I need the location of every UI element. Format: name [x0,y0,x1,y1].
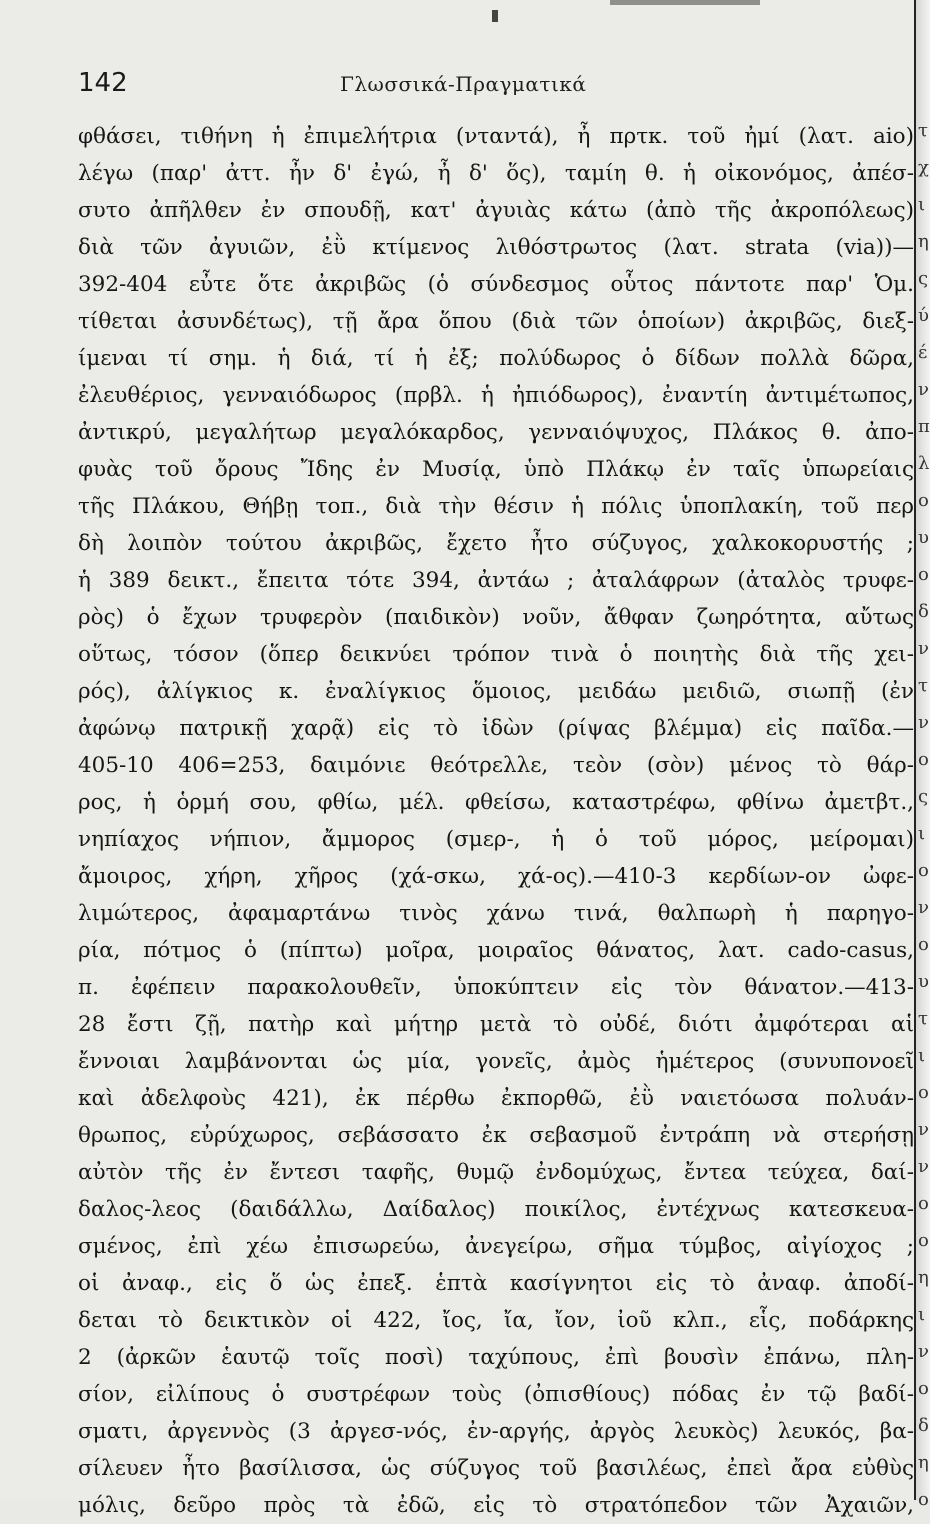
text-line: δαλος-λεος (δαιδάλλω, Δαίδαλος) ποικίλος, ἐντέχνως κατεσκευα- [78,1197,914,1222]
text-line: ἔννοιαι λαμβάνονται ὡς μία, γονεῖς, ἀμὸς ἡμέτερος (συνυπονοεῖ [78,1049,914,1074]
text-line: ἄμοιρος, χήρη, χῆρος (χά-σκω, χά-ος).—410-3 κερδίων-ον ὠφε- [78,864,914,889]
text-line: συτο ἀπῆλθεν ἐν σπουδῇ, κατ' ἀγυιὰς κάτω (ἀπὸ τῆς ἀκροπόλεως) [78,198,914,223]
facing-page-letter: ο [918,1193,929,1214]
facing-page-letter: ο [918,860,929,881]
text-line: φυὰς τοῦ ὄρους Ἴδης ἐν Μυσίᾳ, ὑπὸ Πλάκῳ ἐν ταῖς ὑπωρείαις [78,457,914,482]
text-line: οἱ ἀναφ., εἰς ὅ ὡς ἐπεξ. ἑπτὰ κασίγνητοι εἰς τὸ ἀναφ. ἀποδί- [78,1271,914,1296]
text-line: 28 ἔστι ζῇ, πατὴρ καὶ μήτηρ μετὰ τὸ οὐδέ, διότι ἀμφότεραι αἱ [78,1012,914,1037]
text-line: οὕτως, τόσον (ὅπερ δεικνύει τρόπον τινὰ ὁ ποιητὴς διὰ τῆς χει- [78,642,914,667]
facing-page-letter: ύ [918,305,929,326]
text-line: διὰ τῶν ἀγυιῶν, ἐῢ κτίμενος λιθόστρωτος (λατ. strata (via))— [78,235,914,260]
facing-page-letter: δ [918,1415,929,1436]
commentary-text [78,118,914,1524]
facing-page-letter: τ [918,1008,928,1029]
text-line: δὴ λοιπὸν τούτου ἀκριβῶς, ἔχετο ἦτο σύζυγος, χαλκοκορυστής ; [78,531,914,556]
facing-page-letter: ο [918,749,929,770]
text-line: π. ἐφέπειν παρακολουθεῖν, ὑποκύπτειν εἰς τὸν θάνατον.—413- [78,975,914,1000]
text-line: ἡ 389 δεικτ., ἔπειτα τότε 394, ἀντάω ; ἀταλάφρων (ἀταλὸς τρυφε- [78,568,914,593]
text-line: ἀντικρύ, μεγαλήτωρ μεγαλόκαρδος, γενναιόψυχος, Πλάκος θ. ἀπο- [78,420,914,445]
page-header-title: Γλωσσικά-Πραγματικά [340,72,587,96]
facing-page-letter: ν [918,712,929,733]
facing-page-letter: τ [918,120,928,141]
text-line: λιμώτερος, ἀφαμαρτάνω τινὸς χάνω τινά, θαλπωρὴ ἡ παρηγο- [78,901,914,926]
facing-page-letter: ν [918,1119,929,1140]
facing-page-edge [914,0,930,1510]
text-line: νηπίαχος νήπιον, ἄμμορος (σμερ-, ἡ ὁ τοῦ μόρος, μείρομαι) [78,827,914,852]
facing-page-letter: η [918,1452,929,1473]
facing-page-letter: ο [918,564,929,585]
facing-page-letter: ς [918,786,929,807]
facing-page-letter: ο [918,490,929,511]
text-line: τῆς Πλάκου, Θήβῃ τοπ., διὰ τὴν θέσιν ἡ πόλις ὑποπλακίη, τοῦ περ [78,494,914,519]
page-number: 142 [78,68,128,98]
facing-page-letter: ν [918,638,929,659]
facing-page-letter: ς [918,268,929,289]
text-line: ἐλευθέριος, γενναιόδωρος (πρβλ. ἡ ἠπιόδωρος), ἐναντίη ἀντιμέτωπος, [78,383,914,408]
text-line: ἀφώνῳ πατρικῇ χαρᾷ) εἰς τὸ ἰδὼν (ρίψας βλέμμα) εἰς παῖδα.— [78,716,914,741]
facing-page-letter: έ [918,342,928,363]
text-line: σματι, ἀργεννὸς (3 ἀργεσ-νός, ἐν-αργής, ἀργὸς λευκὸς) λευκός, βα- [78,1419,914,1444]
facing-page-letter: ν [918,1341,929,1362]
text-line: σίον, εἰλίπους ὁ συστρέφων τοὺς (ὀπισθίους) πόδας ἐν τῷ βαδί- [78,1382,914,1407]
text-line: λέγω (παρ' ἀττ. ἦν δ' ἐγώ, ἦ δ' ὅς), ταμίη θ. ἡ οἰκονόμος, ἀπέσ- [78,161,914,186]
facing-page-letter: ι [918,1304,926,1325]
facing-page-letter: χ [918,157,929,178]
text-line: αὐτὸν τῆς ἐν ἔντεσι ταφῆς, θυμῷ ἐνδομύχως, ἔντεα τεύχεα, δαί- [78,1160,914,1185]
text-line: ρὸς) ὁ ἔχων τρυφερὸν (παιδικὸν) νοῦν, ἄθφαν ζωηρότητα, αὔτως [78,605,914,630]
facing-page-letter: υ [918,527,929,548]
facing-page-letter: ι [918,1045,926,1066]
facing-page-letter: υ [918,971,929,992]
text-line: θρωπος, εὐρύχωρος, σεβάσσατο ἐκ σεβασμοῦ ἐντράπη νὰ στερήσῃ [78,1123,914,1148]
facing-page-letter: τ [918,675,928,696]
text-line: 392-404 εὖτε ὅτε ἀκριβῶς (ὁ σύνδεσμος οὗτος πάντοτε παρ' Ὁμ. [78,272,914,297]
text-line: τίθεται ἀσυνδέτως), τῇ ἄρα ὅπου (διὰ τῶν ὁποίων) ἀκριβῶς, διεξ- [78,309,914,334]
facing-page-letters [918,112,930,1518]
text-line: ρία, πότμος ὁ (πίπτω) μοῖρα, μοιραῖος θάνατος, λατ. cado-casus, [78,938,914,963]
facing-page-letter: ο [918,934,929,955]
text-line: ίμεναι τί σημ. ἡ διά, τί ἡ ἐξ; πολύδωρος ὁ δίδων πολλὰ δῶρα, [78,346,914,371]
text-line: φθάσει, τιθήνη ἡ ἐπιμελήτρια (νταντά), ἦ πρτκ. τοῦ ἠμί (λατ. aio) [78,124,914,149]
ink-mark [492,10,498,22]
facing-page-letter: ο [918,1378,929,1399]
facing-page-letter: η [918,231,929,252]
facing-page-letter: ο [918,1489,929,1510]
facing-page-letter: ο [918,1082,929,1103]
running-head [78,68,914,108]
text-line: δεται τὸ δεικτικὸν οἱ 422, ἴος, ἴα, ἴον, ἰοῦ κλπ., εἷς, ποδάρκης [78,1308,914,1333]
facing-page-letter: ν [918,379,929,400]
text-line: 405-10 406=253, δαιμόνιε θεότρελλε, τεὸν (σὸν) μένος τὸ θάρ- [78,753,914,778]
facing-page-letter: ι [918,823,926,844]
facing-page-letter: δ [918,601,929,622]
facing-page-letter: ι [918,194,926,215]
text-line: μόλις, δεῦρο πρὸς τὰ ἐδῶ, εἰς τὸ στρατόπεδον τῶν Ἀχαιῶν, [78,1493,914,1518]
text-line: σμένος, ἐπὶ χέω ἐπισωρεύω, ἀνεγείρω, σῆμα τύμβος, αἰγίοχος ; [78,1234,914,1259]
facing-page-letter: η [918,1267,929,1288]
facing-page-letter: λ [918,453,930,474]
facing-page-letter: π [918,416,930,437]
facing-page-letter: ο [918,1230,929,1251]
text-line: καὶ ἀδελφοὺς 421), ἐκ πέρθω ἐκπορθῶ, ἐῢ ναιετόωσα πολυάν- [78,1086,914,1111]
text-line: σίλευεν ἦτο βασίλισσα, ὡς σύζυγος τοῦ βασιλέως, ἐπεὶ ἄρα εὐθὺς [78,1456,914,1481]
text-line: 2 (ἀρκῶν ἑαυτῷ τοῖς ποσὶ) ταχύπους, ἐπὶ βουσὶν ἐπάνω, πλη- [78,1345,914,1370]
text-line: ρός), ἀλίγκιος κ. ἐναλίγκιος ὅμοιος, μειδάω μειδιῶ, σιωπῇ (ἐν [78,679,914,704]
facing-page-letter: ν [918,897,929,918]
text-line: ρος, ἡ ὁρμή σου, φθίω, μέλ. φθείσω, καταστρέφω, φθίνω ἀμετβτ., [78,790,914,815]
scan-smudge [610,0,760,5]
facing-page-letter: ν [918,1156,929,1177]
